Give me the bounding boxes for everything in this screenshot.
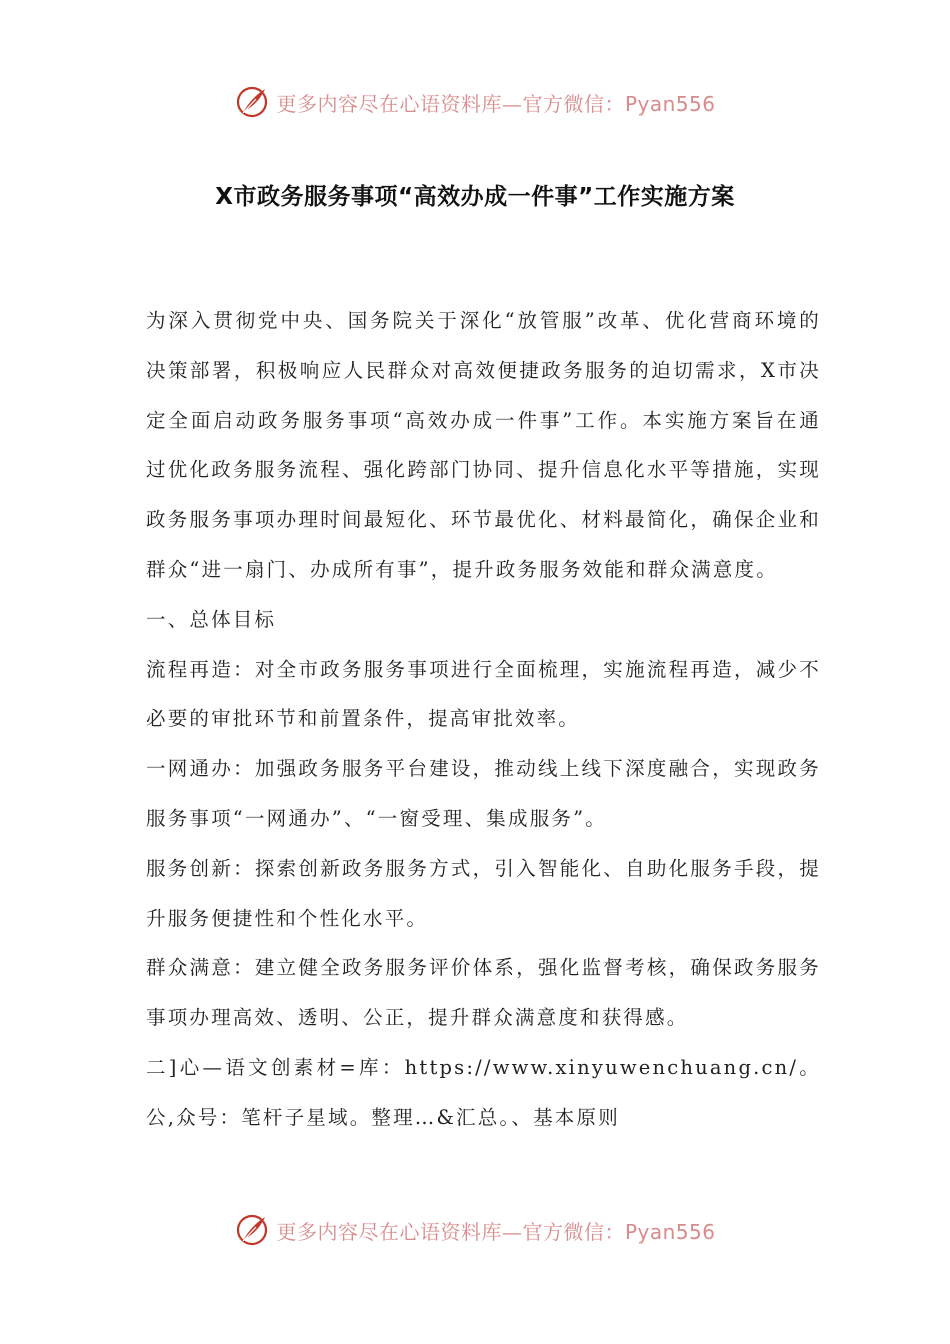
goal-public-satisfaction: 群众满意：建立健全政务服务评价体系，强化监督考核，确保政务服务事项办理高效、透明、公正，提升群众满意度和获得感。 <box>146 956 821 1030</box>
goal-process-reengineering: 流程再造：对全市政务服务事项进行全面梳理，实施流程再造，减少不必要的审批环节和前置条件，提高审批效率。 <box>146 657 821 731</box>
section-heading-basic-principles: 二]心—语文创素材=库：https://www.xinyuwenchuang.cn/。公,众号：笔杆子星域。整理…&汇总。、基本原则 <box>146 1055 821 1129</box>
goal-one-network: 一网通办：加强政务服务平台建设，推动线上线下深度融合，实现政务服务事项“一网通办”、“一窗受理、集成服务”。 <box>146 757 821 830</box>
feather-pen-logo-icon <box>234 1212 270 1248</box>
banner-text: 更多内容尽在心语资料库—官方微信：Pyan556 <box>276 91 716 116</box>
header-watermark-banner <box>0 82 950 122</box>
document-title: X市政务服务事项“高效办成一件事”工作实施方案 <box>215 184 735 210</box>
section-heading-overall-goals: 一、总体目标 <box>146 607 277 631</box>
intro-paragraph: 为深入贯彻党中央、国务院关于深化“放管服”改革、优化营商环境的决策部署，积极响应人民群众对高效便捷政务服务的迫切需求，X市决定全面启动政务服务事项“高效办成一件事”工作。本实施方案旨在通过优化政务服务流程、强化跨部门协同、提升信息化水平等措施，实现政务服务事项办理时间最短化、环节最优化、材料最简化，确保企业和群众“进一扇门、办成所有事”，提升政务服务效能和群众满意度。 <box>146 309 821 581</box>
feather-pen-logo-icon <box>234 84 270 120</box>
footer-watermark-banner <box>0 1210 950 1250</box>
goal-service-innovation: 服务创新：探索创新政务服务方式，引入智能化、自助化服务手段，提升服务便捷性和个性化水平。 <box>146 856 821 930</box>
banner-handle: Pyan556 <box>624 91 716 116</box>
document-body <box>146 296 821 1143</box>
banner-text: 更多内容尽在心语资料库—官方微信：Pyan556 <box>276 1219 716 1244</box>
banner-handle: Pyan556 <box>624 1219 716 1244</box>
